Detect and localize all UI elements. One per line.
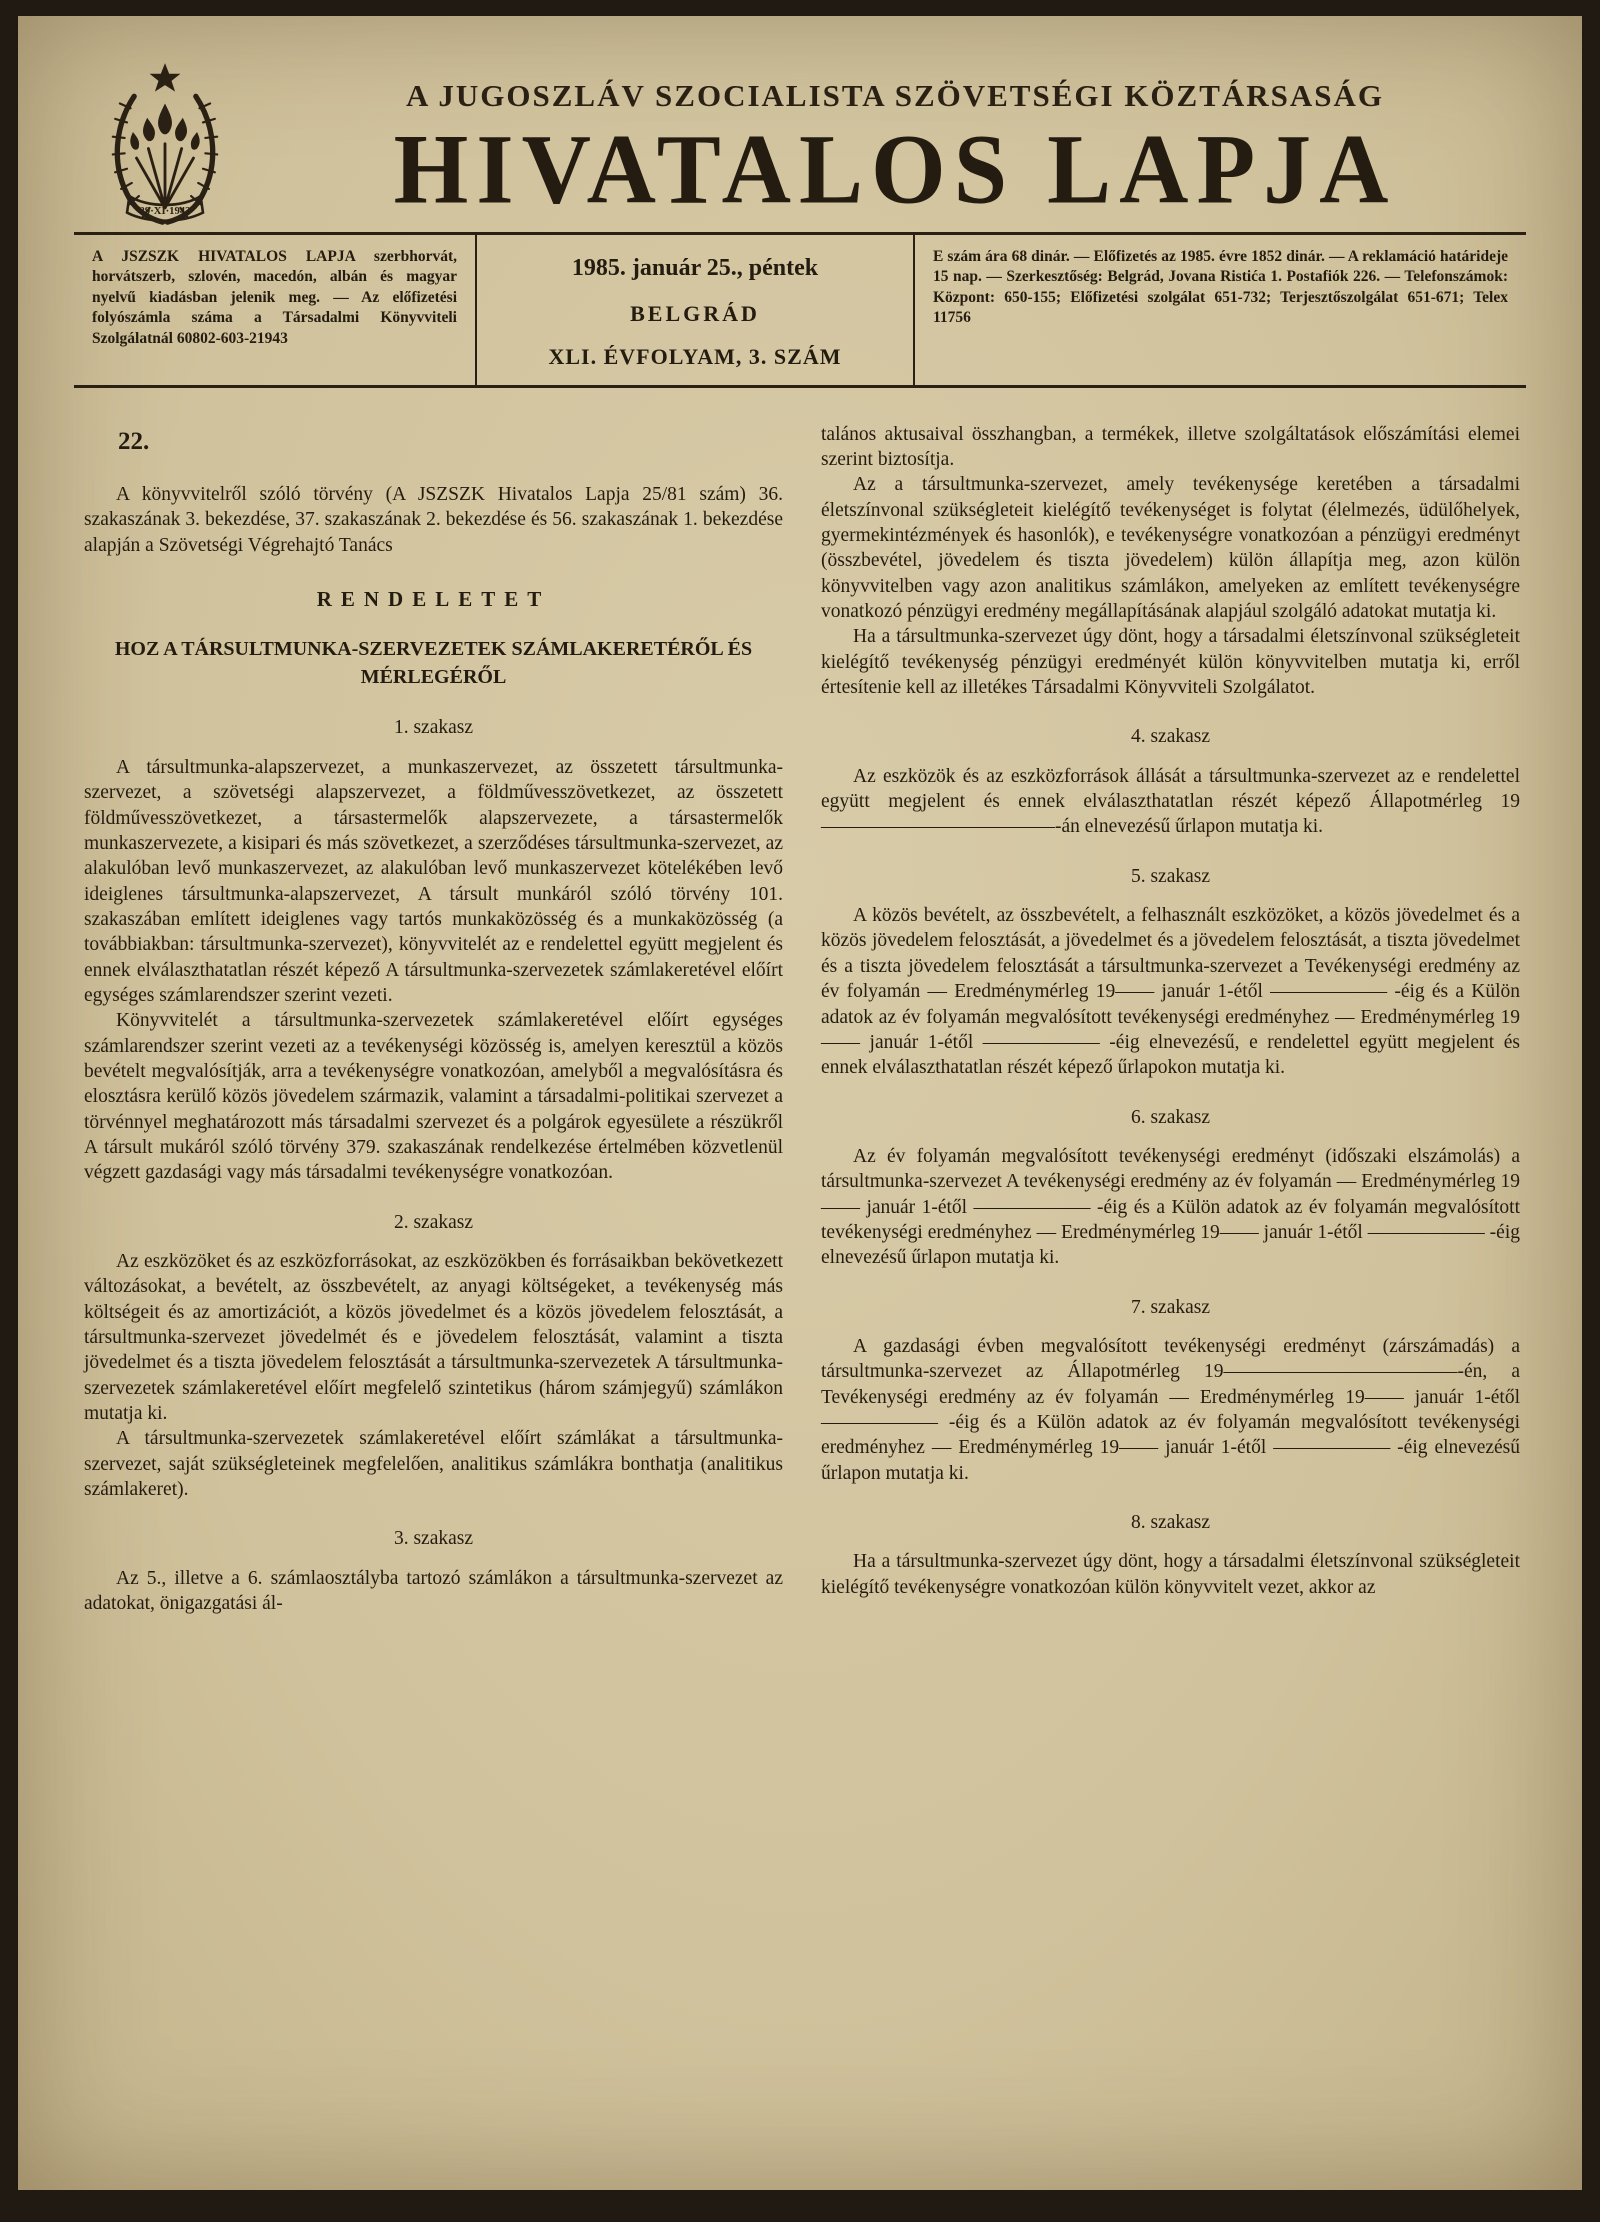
section-heading: 8. szakasz bbox=[1130, 1512, 1211, 1534]
section-heading: 4. szakasz bbox=[1130, 726, 1211, 748]
price-and-contact-info: E szám ára 68 dinár. — Előfizetés az 1985. évre 1852 dinár. — A reklamáció határideje 15 nap. — Szerkesztőség: Belgrád, Jovana Ristića 1. Postafiók 226. — Telefonszámok: Központ: 650-155; Előfizetési szolgálat 651-732; Terjesztőszolgálat 651-671; Telex 11756 bbox=[933, 247, 1508, 327]
gazette-page bbox=[18, 16, 1582, 2190]
column-right bbox=[821, 422, 1520, 1617]
section-heading: 2. szakasz bbox=[393, 1211, 474, 1233]
paragraph: Az eszközöket és az eszközforrásokat, az eszközökben és forrásaikban bekövetkezett változásokat, a bevételt, az összbevételt, az anyagi költségeket, a tevékenység más költségeit és az amortizációt, a közös jövedelmet és a közös jövedelem felosztását, a társultmunka-szervezet jövedelmét és e jövedelem felosztását, valamint a tiszta jövedelmet és a tiszta jövedelem felosztását a társultmunka-szervezetek A társultmunka-szervezetek számlakeretével előírt megfelelő szintetikus (három számjegyű) számlákon mutatja ki. bbox=[84, 1251, 783, 1425]
masthead-text bbox=[278, 78, 1512, 225]
issue-info bbox=[477, 235, 915, 385]
paragraph: A közös bevételt, az összbevételt, a felhasznált eszközöket, a közös jövedelmet és a közös jövedelem felosztását, a jövedelmet és a jövedelem felosztását, a tiszta jövedelmet és a tiszta jövedelem felosztását a társultmunka-szervezet a Tevékenységi eredmény az év folyamán — Eredménymérleg 19—— január 1-étől —————— -éig és a Külön adatok az év folyamán megvalósított tevékenységi eredményhez — Eredménymérleg 19—— január 1-étől —————— -éig elnevezésű, e rendelettel együtt megjelent és ennek elválaszthatatlan részét képező űrlapokon mutatja ki. bbox=[821, 905, 1520, 1079]
masthead-country-line: A JUGOSZLÁV SZOCIALISTA SZÖVETSÉGI KÖZTÁRSASÁG bbox=[405, 78, 1385, 113]
paragraph: A társultmunka-alapszervezet, a munkaszervezet, az összetett társultmunka-szervezet, a szövetségi alapszervezet, a földművesszövetkezet, az összetett földművesszövetkezet, a társastermelők alapszervezete, a társastermelők munkaszervezete, a kisipari és más szövetkezet, a szerződéses társultmunka-szervezet, az alakulóban levő munkaszervezet, az alakulóban levő munkaszervezet kötelékében levő ideiglenes társultmunka-alapszervezet, A társult munkáról szóló törvény 101. szakaszában említett ideiglenes vagy tartós munkaközösség és a munkaközösség (a továbbiakban: társultmunka-szervezet), könyvvitelét az e rendelettel együtt megjelent és ennek elválaszthatatlan részét képező A társultmunka-szervezetek számlakeretével előírt egységes számlarendszer szerint vezeti. bbox=[84, 756, 783, 1006]
issue-city: BELGRÁD bbox=[630, 300, 760, 326]
emblem-ribbon-text: 29·XI·1943 bbox=[139, 204, 191, 217]
section-heading: 3. szakasz bbox=[393, 1528, 474, 1550]
section-heading: 7. szakasz bbox=[1130, 1296, 1211, 1318]
paragraph: Az év folyamán megvalósított tevékenységi eredményt (időszaki elszámolás) a társultmunka-szervezet A tevékenységi eredmény az év folyamán — Eredménymérleg 19—— január 1-étől —————— -éig és a Külön adatok az év folyamán megvalósított tevékenységi eredményhez — Eredménymérleg 19—— január 1-étől —————— -éig elnevezésű űrlapon mutatja ki. bbox=[821, 1145, 1520, 1269]
publication-info: A JSZSZK HIVATALOS LAPJA szerbhorvát, horvátszerb, szlovén, macedón, albán és magyar nyelvű kiadásban jelenik meg. — Az előfizetési folyószámla száma a Társadalmi Könyvviteli Szolgálatnál 60802-603-21943 bbox=[74, 235, 477, 385]
section-heading: 6. szakasz bbox=[1130, 1106, 1211, 1128]
coat-of-arms-icon bbox=[90, 56, 240, 234]
paragraph: Könyvvitelét a társultmunka-szervezetek számlakeretével előírt egységes számlarendszer szerint vezeti az a tevékenységi közösség is, amelyen keresztül a közös bevételt megvalósítják, arra a tevékenységre vonatkozóan, amelyből a megvalósításra és elosztásra kerülő közös jövedelem származik, valamint a társadalmi-politikai szervezet a törvénnyel meghatározott más társadalmi szervezet és a polgárok egyesülete a részükről A társult mukáról szóló törvény 379. szakaszának rendelkezése értelmében közvetlenül végzett gazdasági vagy más társadalmi tevékenységre vonatkozóan. bbox=[84, 1010, 783, 1184]
paragraph: A könyvvitelről szóló törvény (A JSZSZK Hivatalos Lapja 25/81 szám) 36. szakaszának 3. bekezdése, 37. szakaszának 2. bekezdése és 56. szakaszának 1. bekezdése alapján a Szövetségi Végrehajtó Tanács bbox=[84, 484, 783, 556]
paragraph: A gazdasági évben megvalósított tevékenységi eredményt (zárszámadás) a társultmunka-szervezet az Állapotmérleg 19————————————-én, a Tevékenységi eredmény az év folyamán — Eredménymérleg 19—— január 1-étől —————— -éig és a Külön adatok az év folyamán megvalósított tevékenységi eredményhez — Eredménymérleg 19—— január 1-étől —————— -éig elnevezésű űrlapon mutatja ki. bbox=[821, 1335, 1520, 1484]
paragraph: A társultmunka-szervezetek számlakeretével előírt számlákat a társultmunka-szervezet, saját szükségleteinek megfelelően, analitikus számlákra bonthatja (analitikus számlakeret). bbox=[84, 1428, 783, 1501]
masthead-gazette-title: HIVATALOS LAPJA bbox=[393, 112, 1397, 225]
issue-date: 1985. január 25., péntek bbox=[571, 254, 819, 281]
paragraph: talános aktusaival összhangban, a termékek, illetve szolgáltatások előszámítási elemei szerint biztosítja. bbox=[821, 423, 1520, 470]
paragraph: Az 5., illetve a 6. számlaosztályba tartozó számlákon a társultmunka-szervezet az adatokat, önigazgatási ál- bbox=[84, 1567, 783, 1615]
decree-heading: RENDELETET bbox=[316, 587, 551, 612]
issue-volume: XLI. ÉVFOLYAM, 3. SZÁM bbox=[548, 343, 842, 369]
section-heading: 1. szakasz bbox=[393, 717, 474, 739]
info-bar bbox=[74, 232, 1526, 388]
article-body bbox=[18, 388, 1582, 1617]
column-left bbox=[84, 422, 783, 1617]
paragraph: Ha a társultmunka-szervezet úgy dönt, hogy a társadalmi életszínvonal szükségleteit kielégítő tevékenységre vonatkozóan külön könyvvitelt vezet, akkor az bbox=[821, 1551, 1520, 1598]
paragraph: Az a társultmunka-szervezet, amely tevékenysége keretében a társadalmi életszínvonal szükségleteit kielégítő tevékenységet is folytat (élelmezés, üdülőhelyek, gyermekintézmények és hasonlók), e tevékenységre vonatkozóan a pénzügyi eredményt (összbevétel, jövedelem és tiszta jövedelem) külön állapítja meg, azon külön könyvvitelben vagy azon analitikus számlákon, amelyeken az említett tevékenységre vonatkozó pénzügyi eredmény megállapításának alapjául szolgáló adatokat mutatja ki. bbox=[821, 474, 1520, 623]
paragraph: Az eszközök és az eszközforrások állását a társultmunka-szervezet az e rendelettel együtt megjelent és ennek elválaszthatatlan részét képező Állapotmérleg 19————————————-án elnevezésű űrlapon mutatja ki. bbox=[821, 765, 1520, 838]
article-number: 22. bbox=[118, 427, 150, 455]
decree-title: HOZ A TÁRSULTMUNKA-SZERVEZETEK SZÁMLAKERETÉRŐL ÉS MÉRLEGÉRŐL bbox=[114, 638, 753, 689]
section-heading: 5. szakasz bbox=[1130, 865, 1211, 887]
paragraph: Ha a társultmunka-szervezet úgy dönt, hogy a társadalmi életszínvonal szükségleteit kielégítő tevékenység pénzügyi eredményét külön könyvvitelben mutatja ki, erről értesítenie kell az illetékes Társadalmi Könyvviteli Szolgálatot. bbox=[821, 626, 1520, 699]
masthead bbox=[18, 16, 1582, 225]
